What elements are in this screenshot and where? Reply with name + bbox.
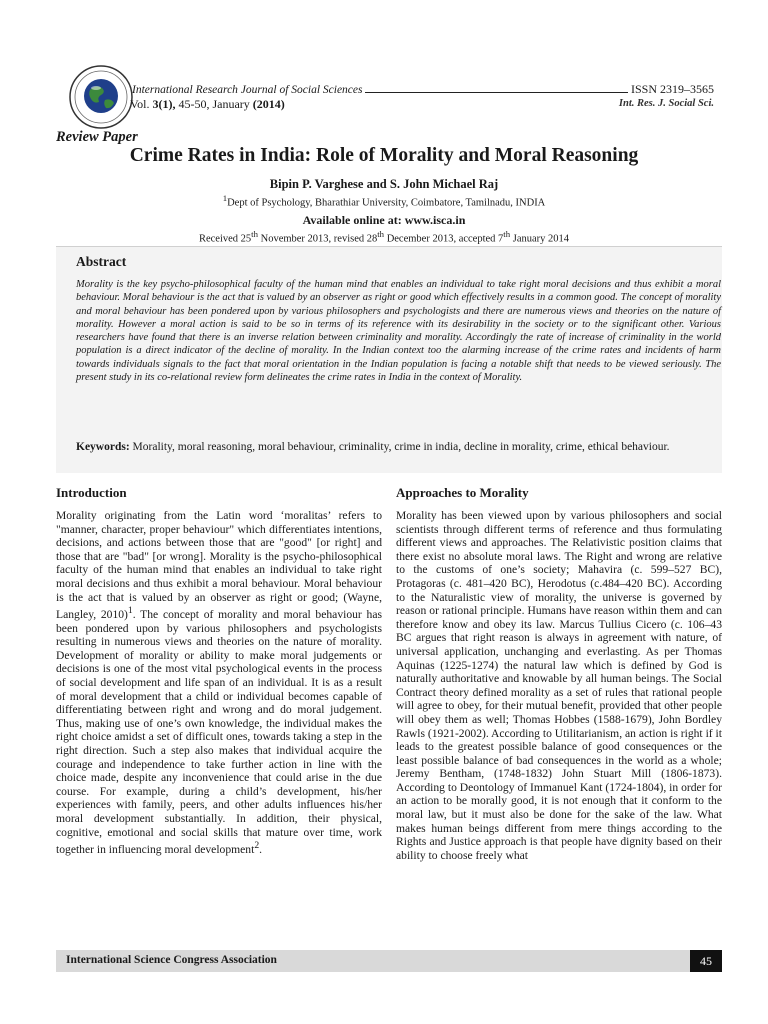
intro-ref-1: 1 [127,605,133,617]
footer-organization: International Science Congress Association [66,954,277,966]
affiliation-line [0,193,768,209]
introduction-text [56,509,382,857]
introduction-heading: Introduction [56,485,127,500]
keywords [76,440,721,454]
received-text-a: Received 25 [198,233,252,245]
received-text-b: November 2013, revised 28 [257,233,378,245]
volume-prefix: Vol. [130,97,153,111]
received-sup-3: th [503,229,511,239]
intro-part-2: . The concept of morality and moral behaviour has been pondered upon by various philosophers and psychologists resulting in numerous views and theories on the nature of morality. Development of morality or ability to make moral judgements or decisions is one of the most vital psychological events in the process of social development and life span of an individual. It is as a result of moral development that a child or individual becomes capable of differentiating between right and wrong and do moral judgement. Thus, making use of one’s own knowledge, the individual makes the right choice amidst a set of difficult ones, towards taking a step in the right direction. Such a step also makes that individual acquire the courage and independence to take further action in line with the choice made, despite any inconvenience that could arise in the due course. For example, during a child’s development, his/her experiences with family, peers, and other adults influences his/her moral development substantially. In addition, their physical, cognitive, emotional and social skills that mature over time, work together in influencing moral development [56,608,382,856]
volume-line [130,97,285,112]
abstract-text: Morality is the key psycho-philosophical faculty of the human mind that enables an individual to take right moral decisions and thus exhibit a moral behaviour. Moral behaviour is the act that is valued by an observer as right or good which effectively results in a common good. The concept of morality and moral behaviour has been pondered upon by various philosophers and psychologists and there are numerous views and theories on the nature of morality. However a moral action is said to be so in terms of its reference with its desirability in the society or to the significant other. Various researchers have found that there is an inverse relation between criminality and morality. Accordingly the rate of increase of criminality in the world population is a direct indicator of the decline of morality. In the Indian context too the alarming increase of the crime rates and incidents of harm towards individuals signals to the fact that moral orientation in the Indian population is facing a notable shift that needs to be viewed seriously. The present study in its co-relational review form delineates the crime rates in India in the context of Morality. [76,279,721,384]
year: (2014) [252,97,285,111]
received-sup-2: th [377,229,385,239]
paper-title: Crime Rates in India: Role of Morality and Moral Reasoning [129,145,639,166]
received-text-c: December 2013, accepted 7 [384,233,504,245]
intro-part-1: Morality originating from the Latin word ‘moralitas’ refers to "manner, character, proper behaviour" which differentiates intentions, decisions, and actions between those that are "good" [or right] and those that are "bad" [or wrong]. Morality is the psycho-philosophical faculty of the human mind that enables an individual to take right moral decisions and thus exhibit a moral behaviour. Moral behaviour is the act that is valued by an observer as right or good; (Wayne, Langley, 2010) [56,509,382,622]
received-text-d: January 2014 [510,233,570,245]
journal-header-line [132,82,714,97]
abstract-heading: Abstract [76,254,127,269]
journal-name: International Research Journal of Social Sciences [132,84,363,96]
affiliation: Dept of Psychology, Bharathiar University, Coimbatore, Tamilnadu, INDIA [227,197,546,209]
received-sup-1: th [251,229,258,239]
keywords-list: Morality, moral reasoning, moral behaviour, criminality, crime in india, decline in morality, crime, ethical behaviour. [129,441,670,453]
header-rule [365,92,628,93]
approaches-heading: Approaches to Morality [396,485,529,500]
paper-type: Review Paper [56,129,138,145]
intro-part-3: . [259,842,263,856]
intro-ref-2: 2 [254,840,260,852]
isca-globe-logo [68,64,134,130]
affiliation-sup: 1 [222,193,228,203]
available-online: Available online at: www.isca.in [302,213,466,227]
journal-abbreviation: Int. Res. J. Social Sci. [618,98,714,109]
issn: ISSN 2319–3565 [630,82,714,96]
approaches-text: Morality has been viewed upon by various philosophers and social scientists through different terms of reference and thus formulating different views and approaches. The Relativistic position claims that there exist no absolute moral laws. The Right and wrong are relative to the customs of one’s society; Mahavira (c. 599–527 BC), Protagoras (c. 481–420 BC), Herodotus (c.484–420 BC). According to the Naturalistic view of morality, the universe is governed by reason or rational principle. Humans have reason within them and can therefore know and obey its law. Marcus Tullius Cicero (c. 106–43 BC argues that right reason is always in agreement with nature, of universal application, unchanging and everlasting. As per Thomas Aquinas (1225-1274) the natural law which is defined by God is naturally authoritative and knowable by all human beings. The Social Contract theory defined morality as a set of rules that rational people will agree to obey, for their mutual benefit, provided that other people will obey them as well; Thomas Hobbes (1588-1679), John Bordley Rawls (1921-2002). According to Utilitarianism, an action is right if it leads to the greatest possible balance of good consequences or the least possible balance of bad consequences in the world as a whole; Jeremy Bentham, (1748-1832) John Stuart Mill (1806-1873). According to Deontology of Immanuel Kant (1724-1804), in order for an action to be morally good, it is not enough that it conform to the moral law, but it must also be done for the sake of the law. What makes human beings different from mere things according to the Rights and Justice approach is that people have dignity based on their ability to choose freely what [396,509,722,862]
volume-number: 3(1), [152,97,176,111]
received-dates [0,229,768,245]
pages-date: 45-50, January [175,97,253,111]
authors: Bipin P. Varghese and S. John Michael Raj [269,177,499,191]
keywords-label: Keywords: [76,441,130,453]
page-number: 45 [690,950,722,972]
